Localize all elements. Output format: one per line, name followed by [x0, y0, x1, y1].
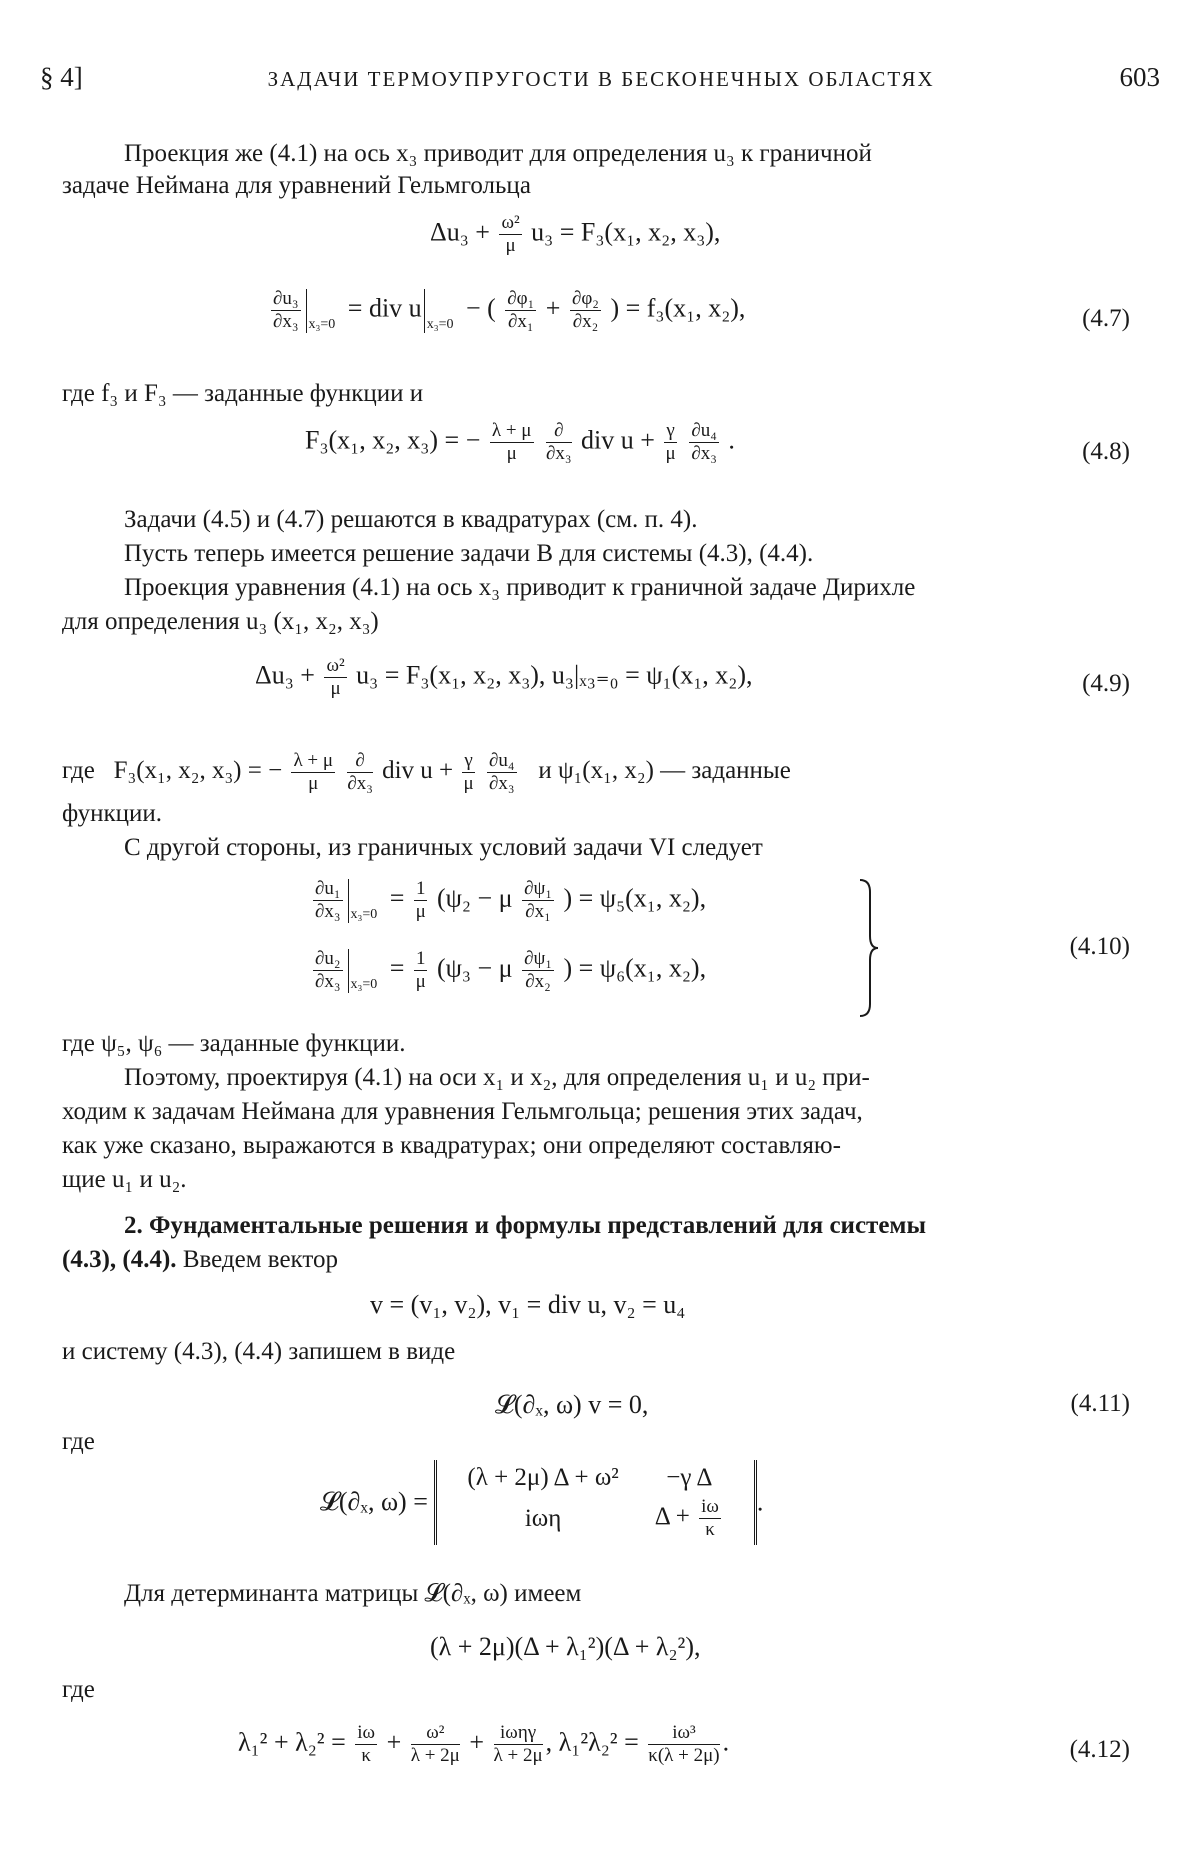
equation-line: (λ + 2μ)(Δ + λ₁²)(Δ + λ₂²), [430, 1632, 701, 1661]
matrix-cell [637, 1494, 742, 1543]
evaluation-bar [348, 949, 349, 993]
numerator: iω³ [648, 1722, 719, 1745]
math-text: 𝓛(∂ₓ, ω) = [320, 1487, 428, 1516]
math-text: λ₁² + λ₂² = [238, 1727, 346, 1757]
page-number: 603 [1119, 62, 1160, 92]
equation-line [238, 1722, 729, 1767]
math-text: + [386, 1727, 402, 1757]
denominator: ∂x₃ [489, 773, 515, 794]
numerator: ∂ψ₁ [524, 948, 552, 969]
equation-line [268, 288, 745, 333]
fraction [271, 288, 301, 333]
fraction [347, 750, 373, 795]
fraction [570, 288, 601, 333]
text-line: где ψ₅, ψ₆ — заданные функции. [62, 1030, 406, 1057]
equation-number: (4.7) [1082, 305, 1130, 332]
numerator: γ [464, 750, 473, 771]
numerator: ∂u₄ [691, 420, 717, 441]
math-text: . [722, 1727, 730, 1757]
numerator: 1 [415, 948, 426, 969]
text-line: Задачи (4.5) и (4.7) решаются в квадратурах (см. п. 4). [124, 506, 698, 533]
math-text: . [728, 425, 735, 455]
denominator: μ [505, 235, 516, 256]
text-line: и систему (4.3), (4.4) запишем в виде [62, 1338, 456, 1365]
numerator: iωηγ [494, 1722, 543, 1745]
math-text: ) = ψ₅(x₁, x₂), [563, 883, 707, 913]
evaluation-bar [348, 879, 349, 923]
text-line: Проекция уравнения (4.1) на ось x₃ приводит к граничной задаче Дирихле [124, 574, 916, 601]
math-text: = div u [347, 293, 422, 323]
fraction [291, 750, 335, 795]
text-line: щие u₁ и u₂. [62, 1166, 187, 1193]
text-line: С другой стороны, из граничных условий задачи VI следует [124, 834, 763, 861]
math-text: ) = f₃(x₁, x₂), [610, 293, 746, 323]
numerator: ∂u₂ [315, 948, 341, 969]
text-line: ходим к задачам Неймана для уравнения Гельмгольца; решения этих задач, [62, 1098, 863, 1125]
fraction [699, 1496, 721, 1541]
text-line: функции. [62, 800, 162, 827]
equation-line: v = (v₁, v₂), v₁ = div u, v₂ = u₄ [370, 1290, 686, 1319]
fraction [522, 948, 554, 993]
denominator: κ [361, 1745, 371, 1766]
equation-line [310, 948, 706, 993]
math-text: Δu₃ + [255, 660, 315, 690]
fraction [689, 420, 719, 465]
fraction [324, 655, 346, 700]
math-text: = [389, 953, 405, 983]
math-text: (ψ₂ − μ [436, 883, 513, 913]
fraction [522, 878, 554, 923]
denominator: ∂x₃ [691, 443, 717, 464]
matrix-cell: iωη [524, 1504, 562, 1532]
fraction [664, 420, 676, 465]
fraction [355, 1722, 377, 1767]
fraction [546, 420, 572, 465]
math-text: + [469, 1727, 485, 1757]
denominator: μ [415, 901, 426, 922]
numerator: ∂ [546, 420, 572, 443]
fraction [414, 878, 428, 923]
right-brace [858, 878, 880, 1018]
text-line: где [62, 1676, 95, 1703]
fraction [487, 750, 517, 795]
fraction [313, 948, 343, 993]
section-heading-tail: (4.3), (4.4). [62, 1246, 177, 1273]
equation-number: (4.8) [1082, 438, 1130, 465]
denominator: μ [415, 971, 426, 992]
equation-number: (4.9) [1082, 670, 1130, 697]
fraction [505, 288, 536, 333]
matrix-cell: (λ + 2μ) Δ + ω² [467, 1464, 619, 1491]
math-text: где [62, 757, 95, 785]
math-text: F₃(x₁, x₂, x₃) = − [113, 757, 283, 785]
equation-line: 𝓛(∂ₓ, ω) v = 0, [495, 1390, 649, 1419]
denominator: μ [330, 678, 341, 699]
numerator: 1 [415, 878, 426, 899]
section-mark: § 4] [40, 62, 83, 92]
numerator: ω² [501, 212, 520, 233]
equation-line [255, 655, 753, 700]
math-text: div u + [581, 425, 655, 455]
denominator: μ [665, 443, 676, 464]
text-line: Пусть теперь имеется решение задачи B для системы (4.3), (4.4). [124, 540, 814, 567]
math-text: Δu₃ + [430, 217, 490, 247]
numerator: iω [701, 1496, 719, 1517]
math-text: = [389, 883, 405, 913]
denominator: μ [506, 443, 517, 464]
numerator: ω² [326, 655, 345, 676]
numerator: ∂φ₂ [571, 288, 599, 309]
denominator: ∂x₁ [525, 901, 551, 922]
text-line: Проекция же (4.1) на ось x₃ приводит для определения u₃ к граничной [124, 140, 872, 167]
equation-number: (4.10) [1069, 933, 1130, 960]
text-span: Введем вектор [176, 1246, 338, 1273]
fraction [499, 212, 521, 257]
fraction [411, 1722, 460, 1767]
equation-line [62, 750, 791, 795]
numerator: ∂ψ₁ [524, 878, 552, 899]
fraction [494, 1722, 543, 1767]
running-title: ЗАДАЧИ ТЕРМОУПРУГОСТИ В БЕСКОНЕЧНЫХ ОБЛАСТЯХ [267, 67, 935, 91]
fraction [462, 750, 474, 795]
denominator: λ + 2μ [410, 1745, 460, 1766]
subscript: x₃=0 [350, 977, 378, 992]
denominator: κ(λ + 2μ) [648, 1745, 720, 1766]
denominator: μ [463, 773, 474, 794]
fraction [313, 878, 343, 923]
numerator: ∂u₄ [489, 750, 515, 771]
denominator: λ + 2μ [493, 1745, 543, 1766]
equation-number: (4.11) [1070, 1390, 1130, 1417]
math-text: u₃ = F₃(x₁, x₂, x₃), [531, 217, 721, 247]
matrix-cell: −γ Δ [666, 1464, 713, 1491]
text-line: где f₃ и F₃ — заданные функции и [62, 380, 424, 407]
numerator: ω² [411, 1722, 460, 1745]
denominator: ∂x₃ [273, 311, 299, 332]
numerator: ∂ [347, 750, 373, 773]
numerator: γ [666, 420, 675, 441]
equation-line [320, 1460, 763, 1545]
subscript: x₃=0 [426, 317, 454, 332]
math-text: + [545, 293, 561, 323]
text-line: задаче Неймана для уравнений Гельмгольца [62, 172, 531, 199]
operator-matrix [434, 1460, 757, 1545]
page-header [40, 62, 1160, 93]
denominator: μ [308, 773, 319, 794]
denominator: ∂x₃ [315, 971, 341, 992]
equation-line [305, 420, 735, 465]
numerator: λ + μ [491, 420, 532, 441]
text-line: Для детерминанта матрицы 𝓛(∂ₓ, ω) имеем [124, 1580, 582, 1607]
numerator: ∂u₃ [273, 288, 299, 309]
subscript: x₃=0 [350, 907, 378, 922]
section-heading: 2. Фундаментальные решения и формулы представлений для системы [124, 1212, 926, 1239]
fraction [648, 1722, 719, 1767]
math-text: и ψ₁(x₁, x₂) — заданные [538, 757, 791, 785]
math-text: − ( [465, 293, 496, 323]
text-line [62, 1246, 338, 1274]
math-text: , λ₁²λ₂² = [545, 1727, 639, 1757]
math-text: (ψ₃ − μ [436, 953, 513, 983]
denominator: κ [705, 1519, 715, 1540]
numerator: ∂u₁ [315, 878, 341, 899]
math-text: . [756, 1487, 764, 1517]
math-text: F₃(x₁, x₂, x₃) = − [305, 425, 481, 455]
fraction [490, 420, 534, 465]
evaluation-bar [306, 289, 307, 333]
denominator: ∂x₃ [347, 773, 373, 794]
text-line: для определения u₃ (x₁, x₂, x₃) [62, 608, 379, 635]
denominator: ∂x₁ [508, 311, 534, 332]
equation-number: (4.12) [1069, 1736, 1130, 1763]
numerator: ∂φ₁ [507, 288, 535, 309]
denominator: ∂x₂ [525, 971, 551, 992]
subscript: x₃=0 [308, 317, 336, 332]
denominator: ∂x₂ [572, 311, 599, 332]
numerator: iω [357, 1722, 376, 1743]
math-text: Δ + [654, 1503, 690, 1531]
denominator: ∂x₃ [315, 901, 341, 922]
math-text: ) = ψ₆(x₁, x₂), [563, 953, 707, 983]
math-text: u₃ = F₃(x₁, x₂, x₃), u₃|ₓ₃₌₀ = ψ₁(x₁, x₂), [356, 660, 753, 690]
text-line: где [62, 1428, 95, 1455]
math-text: div u + [382, 757, 454, 785]
fraction [414, 948, 428, 993]
equation-line [310, 878, 706, 923]
denominator: ∂x₃ [546, 443, 572, 464]
text-line: как уже сказано, выражаются в квадратурах; они определяют составляю- [62, 1132, 841, 1159]
text-line: Поэтому, проектируя (4.1) на оси x₁ и x₂, для определения u₁ и u₂ при- [124, 1064, 870, 1091]
evaluation-bar [424, 289, 425, 333]
equation-line [430, 212, 720, 257]
numerator: λ + μ [293, 750, 334, 771]
